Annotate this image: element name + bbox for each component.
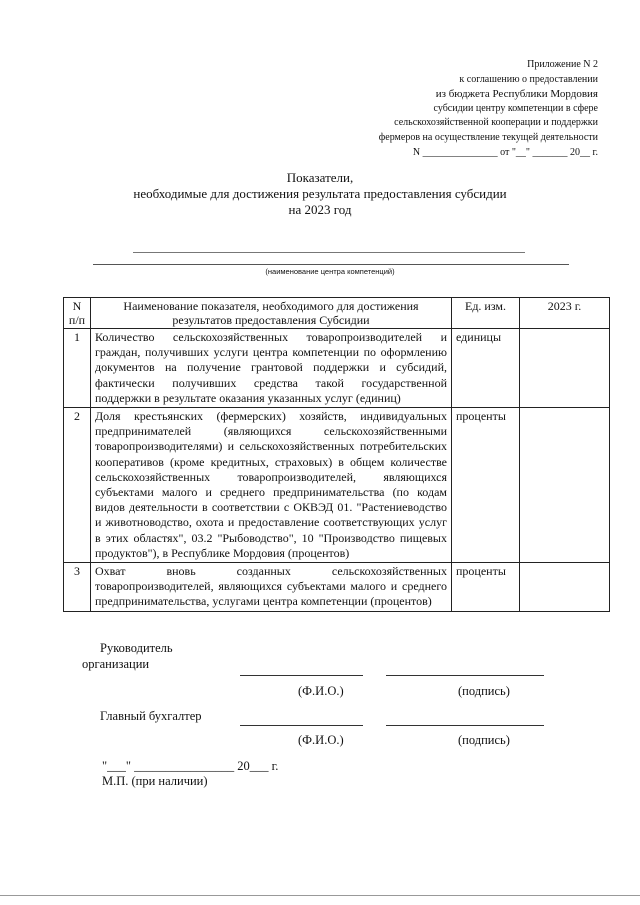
- head-signature-line[interactable]: [386, 675, 544, 676]
- row-indicator-name: Количество сельскохозяйственных товаропроизводителей и граждан, получивших услуги центра компетенции по оформлению документов на получение грантовой поддержки и субсидий, фактически получивших средства такой государственной поддержки в результате оказания указанных услуг (единиц): [91, 329, 452, 408]
- accountant-fio-caption: (Ф.И.О.): [298, 733, 344, 747]
- appendix-number: Приложение N 2: [527, 59, 598, 70]
- document-title: [0, 170, 640, 218]
- signing-date: "___" ________________ 20___ г.: [102, 759, 279, 773]
- appendix-header: [258, 58, 598, 160]
- appendix-budget: из бюджета Республики Мордовия: [435, 88, 598, 101]
- title-line-3: на 2023 год: [288, 202, 352, 217]
- row-unit: проценты: [452, 408, 520, 563]
- accountant-label: Главный бухгалтер: [100, 709, 202, 723]
- row-value[interactable]: [520, 329, 610, 408]
- row-value[interactable]: [520, 408, 610, 563]
- header-num: N п/п: [64, 298, 91, 329]
- head-label-line-1: Руководитель: [100, 641, 173, 655]
- head-fio-line[interactable]: [240, 675, 363, 676]
- head-label-line-2: организации: [82, 657, 150, 671]
- row-indicator-name: Доля крестьянских (фермерских) хозяйств, индивидуальных предпринимателей (являющихся сельскохозяйственными товаропроизводителями) и сельскохозяйственных потребительских кооперативов (кроме кредитных, страховых) в общем количестве сельскохозяйственных товаропроизводителей, являющихся субъектами малого и среднего предпринимательства (по кодам видов деятельности в соответствии с ОКВЭД 01. "Растениеводство и животноводство, охота и предоставление соответствующих услуг в этих областях", 03.2 "Рыбоводство", 10 "Производство пищевых продуктов"), в Республике Мордовия (процентов): [91, 408, 452, 563]
- accountant-fio-line[interactable]: [240, 725, 363, 726]
- table-header-row: [64, 298, 610, 329]
- row-num: 3: [64, 563, 91, 612]
- stamp-note: М.П. (при наличии): [102, 774, 208, 788]
- accountant-signature-caption: (подпись): [458, 733, 510, 747]
- header-name: Наименование показателя, необходимого для достижения результатов предоставления Субсидии: [91, 298, 452, 329]
- page-bottom-edge: [0, 895, 640, 896]
- appendix-subsidy: субсидии центру компетенции в сфере: [433, 102, 598, 114]
- row-unit: проценты: [452, 563, 520, 612]
- appendix-number-date: N _______________ от "__" _______ 20__ г.: [412, 146, 598, 158]
- row-indicator-name: Охват вновь созданных сельскохозяйственных товаропроизводителей, являющихся субъектами малого и среднего предпринимательства, услугами центра компетенции (процентов): [91, 563, 452, 612]
- header-year: 2023 г.: [520, 298, 610, 329]
- appendix-cooperation: сельскохозяйственной кооперации и поддержки: [394, 117, 598, 129]
- appendix-agreement: к соглашению о предоставлении: [459, 73, 598, 85]
- table-row: [64, 329, 610, 408]
- title-line-2: необходимые для достижения результата предоставления субсидии: [133, 186, 507, 201]
- accountant-signature-line[interactable]: [386, 725, 544, 726]
- row-value[interactable]: [520, 563, 610, 612]
- row-num: 1: [64, 329, 91, 408]
- row-num: 2: [64, 408, 91, 563]
- header-unit: Ед. изм.: [452, 298, 520, 329]
- title-line-1: Показатели,: [286, 170, 354, 185]
- center-name-line: [133, 252, 525, 253]
- head-signature-caption: (подпись): [458, 684, 510, 698]
- appendix-farmers: фермеров на осуществление текущей деятельности: [378, 131, 598, 143]
- center-name-underline: [93, 264, 569, 265]
- table-row: [64, 563, 610, 612]
- head-fio-caption: (Ф.И.О.): [298, 684, 344, 698]
- center-name-caption: (наименование центра компетенций): [265, 267, 395, 276]
- table-row: [64, 408, 610, 563]
- indicators-table: [63, 297, 610, 612]
- row-unit: единицы: [452, 329, 520, 408]
